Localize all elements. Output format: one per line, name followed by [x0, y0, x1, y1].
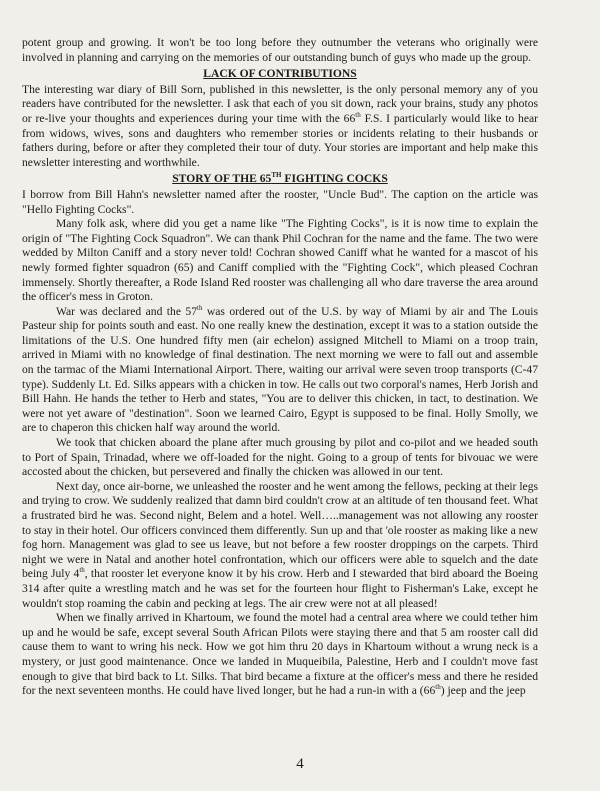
text-run: F.S. I particularly would like to hear from widows, wives, sons and daughters who remember stories or incidents relating to their husbands or fathers during, before or after they completed their tour of duty. Your stories are important and help make this newsletter interesting and worthwhile. — [22, 111, 538, 169]
story-heading — [22, 172, 538, 187]
heading-text: FIGHTING COCKS — [281, 172, 388, 186]
text-run: was ordered out of the U.S. by way of Miami by air and The Louis Pasteur ship for points south and east. No one really knew the destination, except it was to a station outside the limitations of the U.S. One hundred fifty men (air echelon) assigned Mitchell to Miami on a troop train, arrived in Miami with no knowledge of final destination. The next morning we were to fall out and assemble on the tarmac of the Miami International Airport. There, waiting our arrival were seven troop transports (C-47 type). Suddenly Lt. Ed. Silks appears with a chicken in tow. He calls out two corporal's names, Herb Jorish and Bill Hahn. He hands the tether to Herb and states, "You are to deliver this chicken, in tact, to destination. We were not yet aware of "destination". Soon we learned Cairo, Egypt is supposed to be final. Holly Smolly, we are to chaperon this chicken half way around the world. — [22, 304, 538, 435]
story-port-of-spain-paragraph: We took that chicken aboard the plane after much grousing by pilot and co-pilot and we headed south to Port of Spain, Trinadad, where we off-loaded for the night. Going to a group of tents for bivouac we were accosted about the chicken, but persevered and finally the chicken was allowed in our tent. — [22, 436, 538, 479]
text-run: When we finally arrived in Khartoum, we found the motel had a central area where we could tether him up and he would be safe, except several South African Pilots were staying there and that 5 am rooster call did cause them to want to wring his neck. How we got him thru 20 days in Khartoum without a wrung neck is a mystery, or just good maintenance. Once we landed in Muqueibila, Palestine, Herb and I couldn't move fast enough to give that bird back to Lt. Silks. That bird became a fixture at the officer's mess and there he resided for the next seventeen months. He could have lived longer, but he had a run-in with a (66 — [22, 611, 538, 698]
heading-text: STORY OF THE 65 — [172, 172, 272, 186]
lack-of-contributions-paragraph — [22, 83, 538, 171]
ordinal-suffix: th — [355, 111, 361, 120]
ordinal-suffix: TH — [271, 171, 282, 180]
page-number: 4 — [296, 756, 304, 772]
story-next-day-paragraph — [22, 480, 538, 611]
text-run: Next day, once air-borne, we unleashed the rooster and he went among the fellows, pecking at their legs and trying to crow. We suddenly realized that damn bird couldn't crow at an altitude of ten thousand feet. What a frustrated bird he was. Second night, Belem and a hotel. Well…..management was not allowing any rooster to stay in their hotel. Our officers convinced them differently. Sun up and that 'ole rooster as making like a new fog horn. Management was glad to see us leave, but not before a few rooster droppings on the carpets. Third night we were in Natal and another hotel confrontation, which our officers were able to squelch and the date being July 4 — [22, 479, 538, 581]
story-origin-paragraph: Many folk ask, where did you get a name like "The Fighting Cocks", is it is now time to explain the origin of "The Fighting Cock Squadron". We can thank Phil Cochran for the name and the fame. The two were wedded by Milton Caniff and a story never told! Cochran showed Caniff what he wanted for a mascot of his newly formed fighter squadron (65) and Caniff complied with the "Fighting Cock", which pleased Cochran immensely. Shortly thereafter, a Rode Island Red rooster was challenging all who dare traverse the area around the officer's mess in Groton. — [22, 217, 538, 304]
text-run: , that rooster let everyone know it by his crow. Herb and I stewarded that bird aboard the Boeing 314 after quite a wrestling match and he was set for the fourteen hour flight to Fisherman's Lake, except he wouldn't stop roaming the cabin and pecking at legs. The air crew were not at all pleased! — [22, 567, 538, 610]
text-run: ) jeep and the jeep — [440, 684, 526, 698]
story-khartoum-paragraph — [22, 611, 538, 699]
lack-of-contributions-heading: LACK OF CONTRIBUTIONS — [203, 67, 357, 81]
story-war-declared-paragraph — [22, 305, 538, 436]
text-run: The interesting war diary of Bill Sorn, published in this newsletter, is the only personal memory any of you readers have contributed for the newsletter. I ask that each of you sit down, rack your brains, study any photos or re-live your thoughts and experiences during your time with the 66 — [22, 82, 538, 125]
story-intro-paragraph: I borrow from Bill Hahn's newsletter named after the rooster, "Uncle Bud". The caption on the article was "Hello Fighting Cocks". — [22, 187, 538, 216]
ordinal-suffix: th — [197, 303, 203, 312]
ordinal-suffix: th — [79, 566, 85, 575]
ordinal-suffix: th — [435, 683, 441, 692]
intro-paragraph: potent group and growing. It won't be too long before they outnumber the veterans who originally were involved in planning and carrying on the memories of our outstanding bunch of guys who made up the group. — [22, 36, 538, 64]
text-run: War was declared and the 57 — [56, 304, 197, 318]
